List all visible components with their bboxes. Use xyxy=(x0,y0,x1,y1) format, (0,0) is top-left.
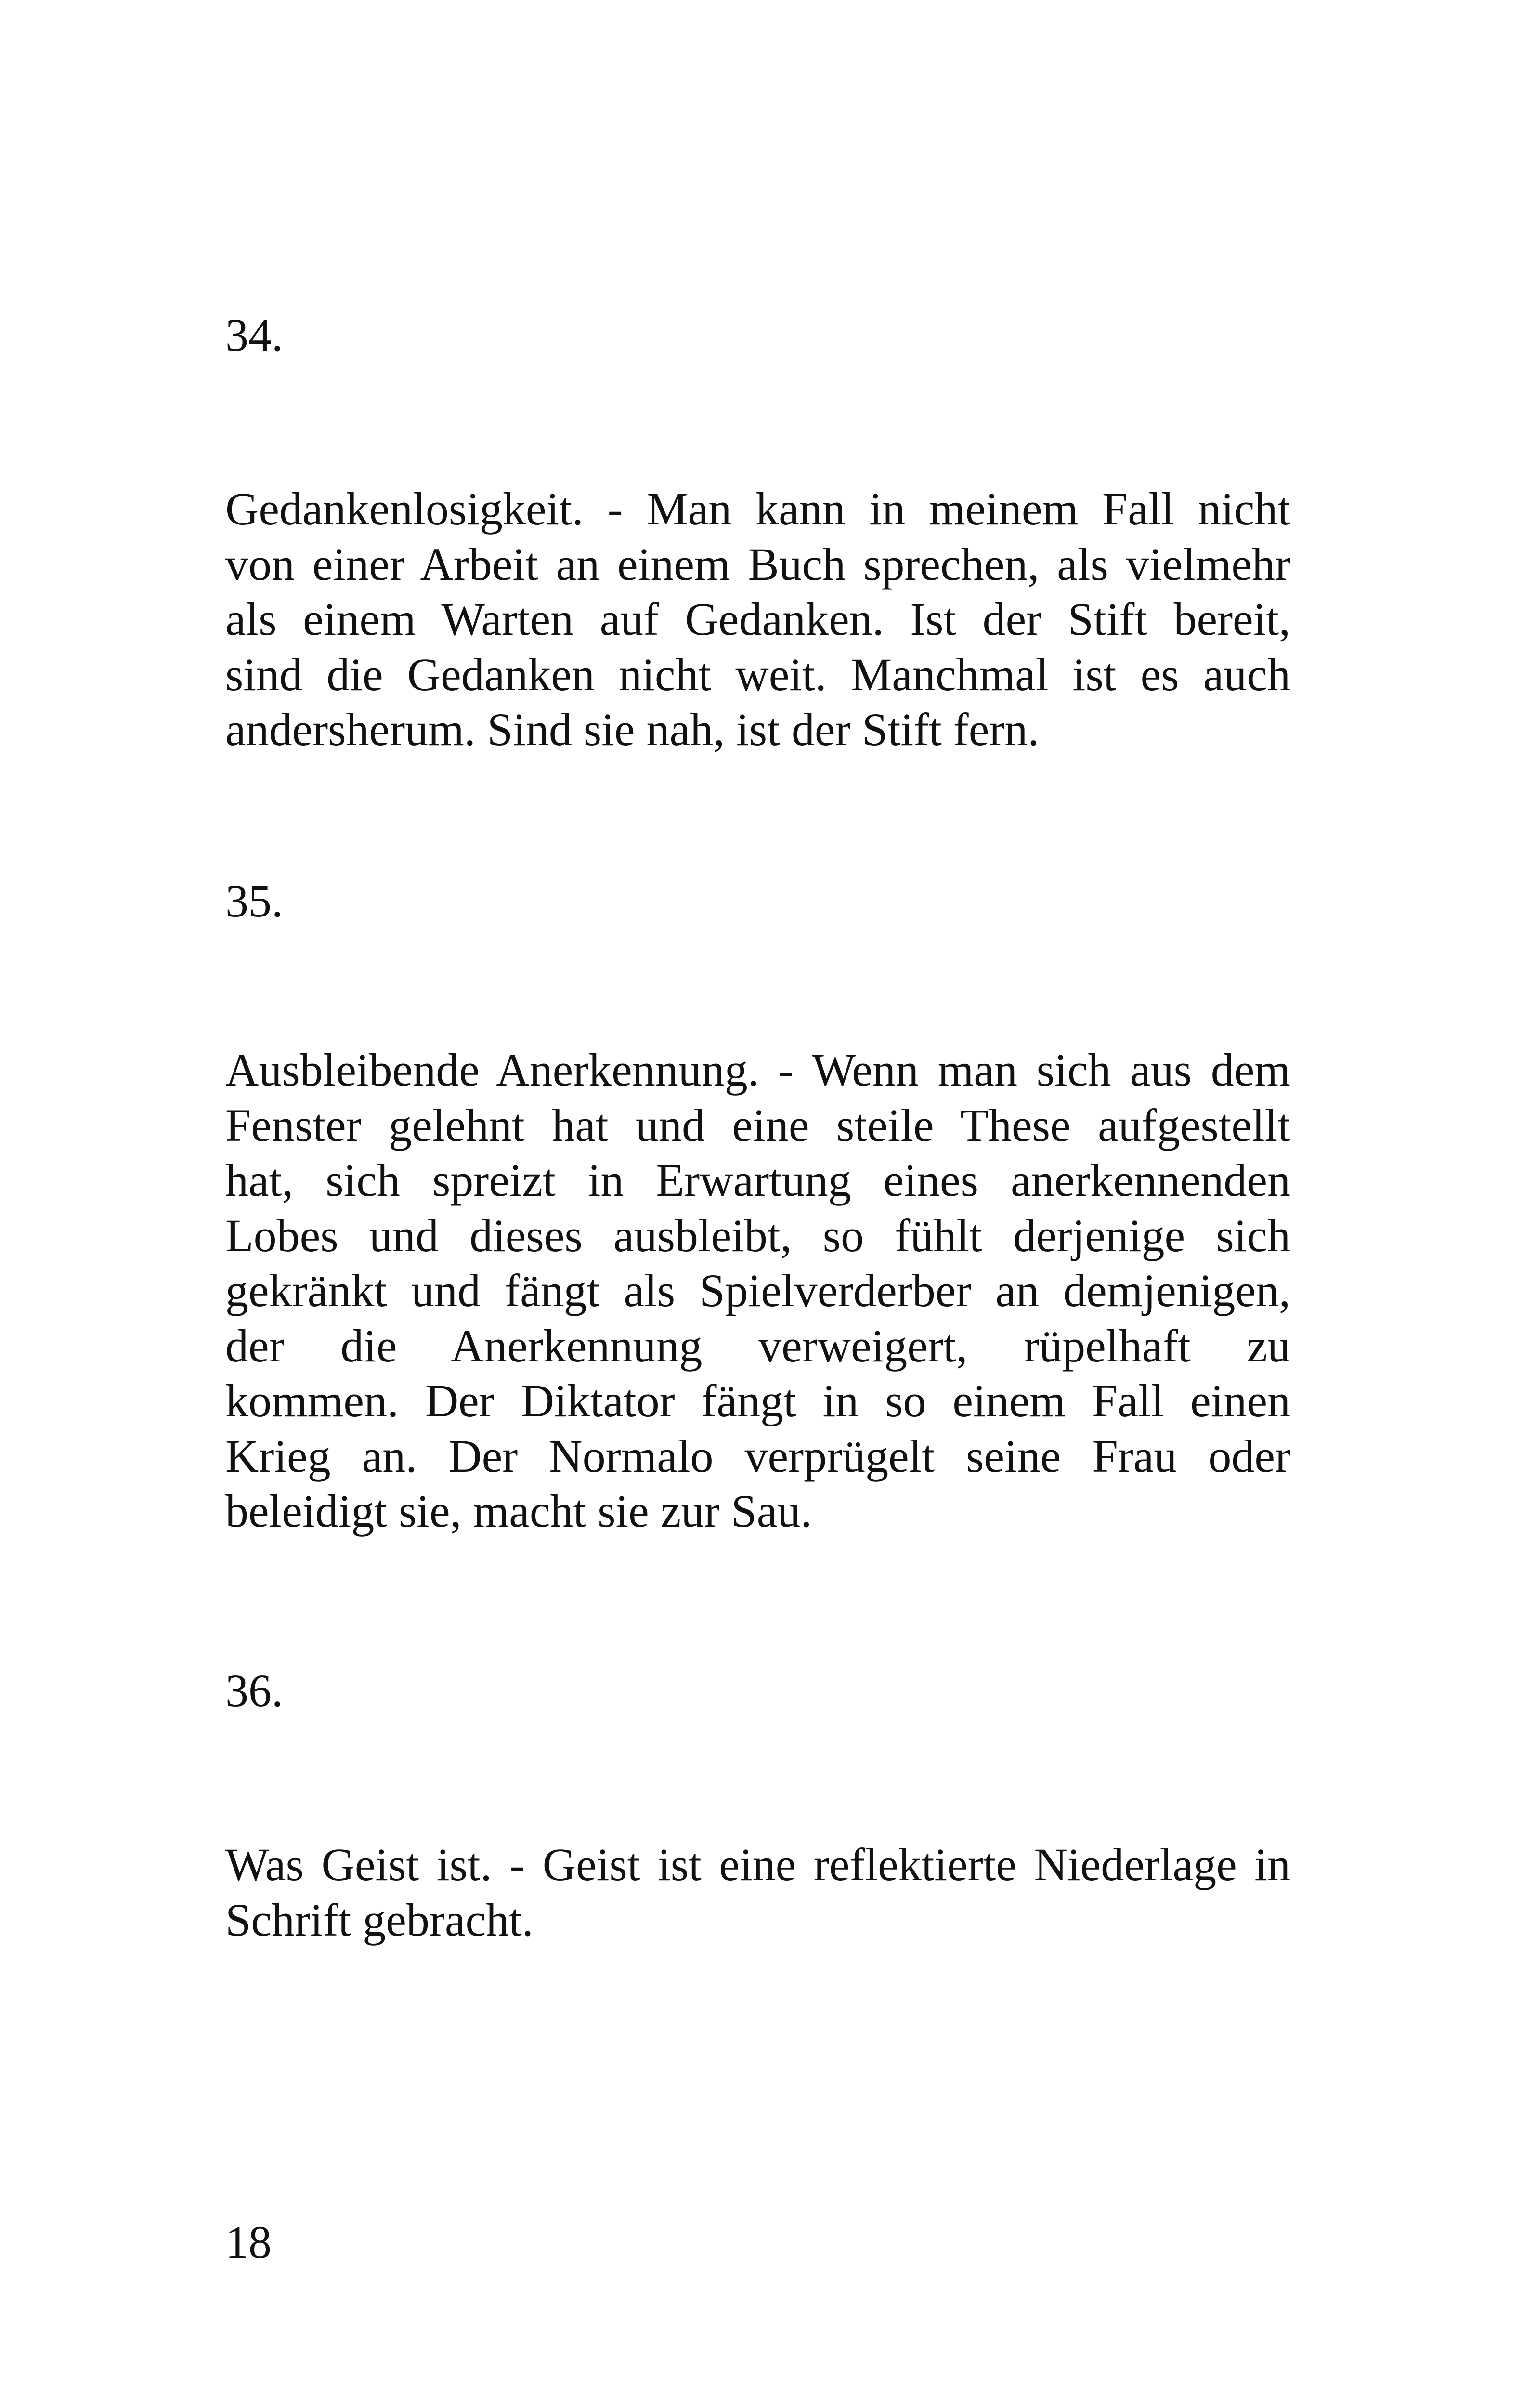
section-34-paragraph xyxy=(225,482,1290,758)
paragraph-line: hat, sich spreizt in Erwartung eines anerkennenden xyxy=(225,1154,1290,1206)
paragraph-line: Ausbleibende Anerkennung. - Wenn man sich aus dem xyxy=(225,1044,1290,1096)
paragraph-line: der die Anerkennung verweigert, rüpelhaft zu xyxy=(225,1320,1290,1372)
paragraph-line: Krieg an. Der Normalo verprügelt seine Frau oder xyxy=(225,1430,1290,1482)
paragraph-line: Schrift gebracht. xyxy=(225,1894,534,1946)
page-number: 18 xyxy=(225,2216,272,2268)
paragraph-line: Lobes und dieses ausbleibt, so fühlt derjenige sich xyxy=(225,1209,1290,1261)
paragraph-line: sind die Gedanken nicht weit. Manchmal ist es auch xyxy=(225,648,1290,700)
paragraph-line: gekränkt und fängt als Spielverderber an demjenigen, xyxy=(225,1265,1290,1316)
paragraph-line: andersherum. Sind sie nah, ist der Stift fern. xyxy=(225,704,1040,755)
paragraph-line: kommen. Der Diktator fängt in so einem Fall einen xyxy=(225,1375,1290,1426)
paragraph-line: Gedankenlosigkeit. - Man kann in meinem Fall nicht xyxy=(225,483,1290,535)
paragraph-line: Was Geist ist. - Geist ist eine reflektierte Niederlage in xyxy=(225,1839,1290,1890)
paragraph-line: Fenster gelehnt hat und eine steile These aufgestellt xyxy=(225,1099,1290,1151)
paragraph-line: beleidigt sie, macht sie zur Sau. xyxy=(225,1485,812,1537)
paragraph-line: als einem Warten auf Gedanken. Ist der Stift bereit, xyxy=(225,593,1290,645)
section-number-34: 34. xyxy=(225,309,283,361)
paragraph-line: von einer Arbeit an einem Buch sprechen, als vielmehr xyxy=(225,538,1290,590)
section-number-36: 36. xyxy=(225,1665,283,1716)
section-number-35: 35. xyxy=(225,875,283,927)
section-36-paragraph xyxy=(225,1837,1290,1948)
section-35-paragraph xyxy=(225,1043,1290,1539)
